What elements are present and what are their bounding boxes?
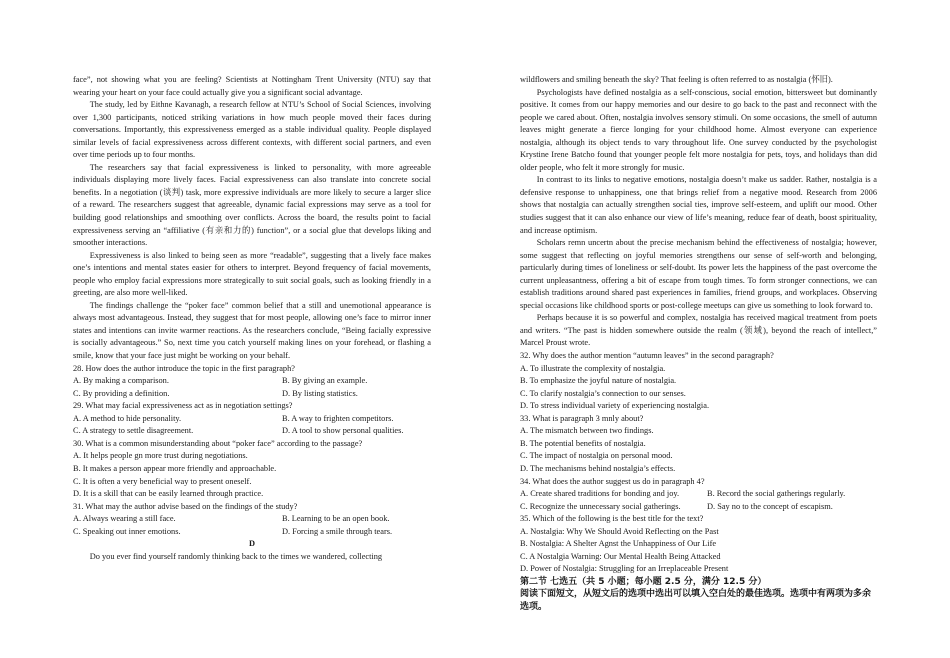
passage-paragraph: Perhaps because it is so powerful and complex, nostalgia has received magical treatment from poets and writers. “The past is hidden somewhere outside the realm (领域), beyond the reach of intellect,” Marcel Proust wrote. — [520, 313, 877, 348]
passage-paragraph: The researchers say that facial expressiveness is linked to personality, with more agreeable individuals displaying more lively faces. Facial expressiveness can also translate into concrete social benefits. In a negotiation (谈判) task, more expressive individuals are more likely to secure a larger slice of a reward. The researchers suggest that agreeable, dynamic facial expressions may serve as a tool for building good relationships and smoothing over conflicts. Across the board, the results point to facial expressiveness serving an “affiliative (有亲和力的) function”, or a social glue that develops liking and smoother interactions. — [73, 162, 431, 248]
option-row — [73, 425, 431, 438]
question-stem: 32. Why does the author mention “autumn leaves” in the second paragraph? — [520, 351, 774, 361]
question-stem: 33. What is paragraph 3 mnly about? — [520, 413, 644, 423]
passage-paragraph: The findings challenge the “poker face” common belief that a still and unemotional appearance is always most advantageous. Instead, they suggest that for most people, allowing one’s face to mirror inner states and intentions can invite warmer reactions. As the researchers conclude, “Being facially expressive is socially advantageous.” So, next time you catch yourself making lines on your forehead, or flashing a smile, know that your face just might be working on your behalf. — [73, 300, 431, 361]
question-stem: 30. What is a common misunderstanding about “poker face” according to the passage? — [73, 438, 363, 448]
option-row — [73, 526, 431, 539]
passage-paragraph: Scholars remn uncertn about the precise mechanism behind the effectiveness of nostalgia; however, some suggest that reflecting on joyful memories strengthens our sense of self-worth and belonging, particularly during times of loneliness or self-doubt. Its power lets the happiness of the past overcome the current unpleasantness, offering a bit of escape from tough times. To form stronger connections, we can establish traditions around shared past experiences in families, friend groups, and workplaces. Observing special occasions like childhood sports or post-college meetups can give us something to look forward to. — [520, 238, 877, 310]
answer-option: D. It is a skill that can be easily learned through practice. — [73, 489, 264, 499]
passage-paragraph: The study, led by Eithne Kavanagh, a research fellow at NTU’s School of Social Sciences, involving over 1,300 participants, noticed striking variations in how much people moved their faces during conversations. Importantly, this expressiveness emerged as a stable individual quality. People displayed similar levels of facial expressiveness across different contexts, with different social partners, and even over time periods up to four months. — [73, 100, 431, 160]
passage-d-opening: Do you ever find yourself randomly thinking back to the times we wandered, collecting — [89, 551, 383, 561]
section-heading-d: D — [248, 539, 256, 549]
passage-paragraph: wildflowers and smiling beneath the sky? That feeling is often referred to as nostalgia (怀旧). — [520, 75, 833, 84]
answer-option: D. By listing statistics. — [282, 388, 358, 398]
passage-paragraph: Expressiveness is also linked to being seen as more “readable”, suggesting that a lively face makes one’s intentions and mental states easier for others to interpret. Beyond frequency of facial movements, people who employ facial expressions more strategically to suit social goals, such as looking friendly in a greeting, are also more well-liked. — [73, 250, 431, 298]
answer-option: B. Learning to be an open book. — [282, 514, 390, 524]
answer-option: C. A strategy to settle disagreement. — [73, 426, 194, 436]
question-stem: 28. How does the author introduce the topic in the first paragraph? — [73, 363, 295, 373]
option-row — [73, 413, 431, 426]
option-row — [73, 388, 431, 401]
option-row — [73, 375, 431, 388]
question-stem: 34. What does the author suggest us do in paragraph 4? — [520, 476, 705, 486]
option-row — [520, 501, 877, 514]
section-instruction: 阅读下面短文，从短文后的选项中选出可以填入空白处的最佳选项。选项中有两项为多余选项。 — [520, 589, 872, 612]
left-column — [73, 74, 431, 563]
answer-option: B. To emphasize the joyful nature of nostalgia. — [520, 376, 677, 386]
answer-option: A. To illustrate the complexity of nostalgia. — [520, 363, 666, 373]
answer-option: B. Nostalgia: A Shelter Agnst the Unhappiness of Our Life — [520, 539, 717, 549]
question-stem: 31. What may the author advise based on the findings of the study? — [73, 501, 298, 511]
passage-paragraph: In contrast to its links to negative emotions, nostalgia doesn’t make us sadder. Rather, nostalgia is a defensive response to unhappiness, one that brings relief from a negative mood. Research from 2006 shows that nostalgia can actually strengthen social ties, improve self-esteem, and uplift our mood. Other studies suggest that it can also enhance our view of life’s meaning, reduce fear of death, boost spirituality, and increase optimism. — [520, 175, 877, 235]
answer-option: A. The mismatch between two findings. — [520, 426, 654, 436]
answer-option: C. Recognize the unnecessary social gatherings. — [520, 501, 681, 511]
answer-option: B. By giving an example. — [282, 376, 368, 386]
passage-paragraph: face”, not showing what you are feeling? Scientists at Nottingham Trent University (NTU) say that wearing your heart on your face could actually give you a significant social advantage. — [73, 75, 431, 97]
answer-option: D. The mechanisms behind nostalgia’s effects. — [520, 463, 676, 473]
question-stem: 35. Which of the following is the best title for the text? — [520, 514, 704, 524]
answer-option: C. Speaking out inner emotions. — [73, 526, 181, 536]
option-row — [73, 513, 431, 526]
answer-option: C. By providing a definition. — [73, 388, 170, 398]
answer-option: C. To clarify nostalgia’s connection to our senses. — [520, 388, 686, 398]
answer-option: D. Power of Nostalgia: Struggling for an Irreplaceable Present — [520, 564, 729, 574]
option-row — [520, 488, 877, 501]
answer-option: C. It is often a very beneficial way to present oneself. — [73, 476, 252, 486]
answer-option: B. A way to frighten competitors. — [282, 413, 394, 423]
question-stem: 29. What may facial expressiveness act as in negotiation settings? — [73, 401, 293, 411]
answer-option: B. Record the social gatherings regularly. — [707, 489, 846, 499]
answer-option: A. By making a comparison. — [73, 376, 169, 386]
answer-option: B. It makes a person appear more friendly and approachable. — [73, 463, 277, 473]
answer-option: A. Nostalgia: Why We Should Avoid Reflecting on the Past — [520, 526, 719, 536]
answer-option: D. Forcing a smile through tears. — [282, 526, 393, 536]
answer-option: D. A tool to show personal qualities. — [282, 426, 404, 436]
answer-option: D. To stress individual variety of experiencing nostalgia. — [520, 401, 710, 411]
right-column — [520, 74, 877, 613]
answer-option: D. Say no to the concept of escapism. — [707, 501, 833, 511]
answer-option: A. A method to hide personality. — [73, 413, 182, 423]
answer-option: A. Always wearing a still face. — [73, 514, 176, 524]
answer-option: A. It helps people gn more trust during negotiations. — [73, 451, 248, 461]
answer-option: C. A Nostalgia Warning: Our Mental Health Being Attacked — [520, 551, 721, 561]
section-title: 第二节 七选五（共 5 小题；每小题 2.5 分，满分 12.5 分） — [520, 576, 767, 587]
answer-option: A. Create shared traditions for bonding and joy. — [520, 489, 680, 499]
answer-option: C. The impact of nostalgia on personal mood. — [520, 451, 673, 461]
answer-option: B. The potential benefits of nostalgia. — [520, 438, 646, 448]
passage-paragraph: Psychologists have defined nostalgia as a self-conscious, social emotion, bittersweet but dominantly positive. It comes from our happy memories and our desire to go back to the past and reconnect with the people we cared about. Often, nostalgia involves sensory stimuli. On some occasions, the smell of autumn leaves might generate a fierce longing for your childhood home. Almost everyone can experience nostalgia, although its object tends to vary throughout life. One survey conducted by the psychologist Krystine Irene Batcho found that younger people felt more nostalgia for pets, toys, and holidays than did older people, who felt it more strongly for music. — [520, 87, 877, 172]
